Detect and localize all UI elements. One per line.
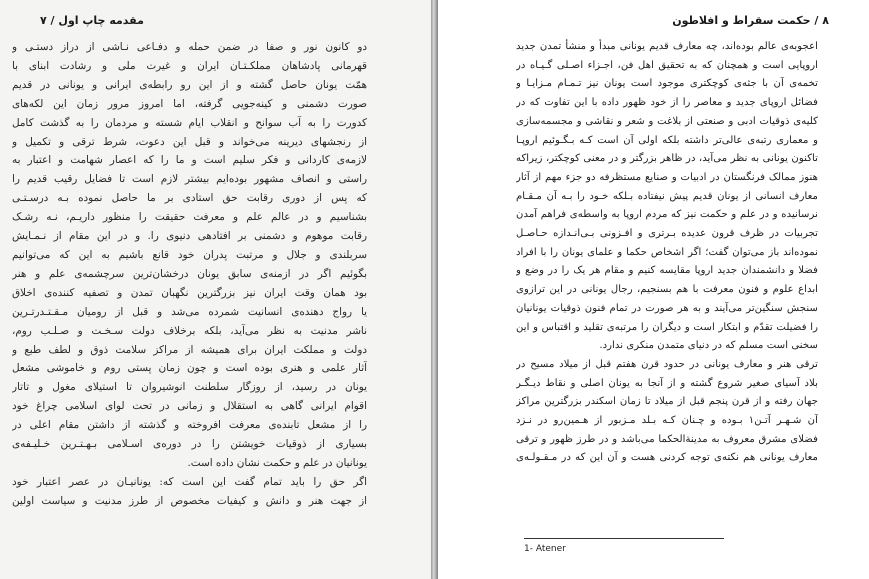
text-line: هنوز ممالک فرنگستان در ادبیات و صنایع مستظرفه دو جزء مهم از آثار — [516, 171, 818, 183]
footnote-divider — [524, 538, 724, 539]
text-line: بشناسیم و در عالم علم و معرفت حقیقت را منظور داریـم، نـه رشـک — [12, 211, 367, 224]
text-line: از جهت هنر و دانش و کیفیات مخصوص از طرز مدنیت و سیاست اولین — [12, 494, 367, 507]
page-header: ٨ / حکمت سقراط و افلاطون — [672, 14, 829, 27]
book-gutter — [431, 0, 438, 579]
text-line: کلیه‌ی ذوقیات ادبی و صنعتی از بلاغت و شعر و نقاشی و مجسمه‌سازی — [516, 115, 818, 127]
page-body-text — [12, 38, 367, 511]
text-line: معارف یونانی هم نکته‌ی توجه کردنی هست و آن این که در مـقـولـه‌ی — [516, 452, 818, 464]
text-line: یا رواج دهنده‌ی انسانیت شمرده می‌شد و قبل از رومیان مـقـتـدرتـرین — [12, 305, 367, 318]
text-line: فضائل اروپای جدید و معاصر را از خود ظهور داده با این تفاوت که در — [516, 97, 818, 109]
text-line: تخمه‌ی آن با جثه‌ی کوچکتری موجود است یونان نیز تـمـام مـزایـا و — [516, 78, 818, 90]
footnote: 1- Atener — [524, 544, 566, 554]
text-line: نرسانیده و در علم و حکمت نیز که مردم اروپا به واسطه‌ی فراهم آمدن — [516, 209, 818, 221]
text-line: فضلا و دانشمندان جدید اروپا مقایسه کنیم و مقام هر یک را در وضع و — [516, 265, 818, 277]
text-line: ترقی هنر و معارف یونانی در حدود قرن هفتم قبل از میلاد مسیح در — [516, 358, 818, 370]
text-line: ابداع علوم و فنون معرفت با هم بسنجیم، رجال یونانی در این ترازوی — [516, 284, 818, 296]
text-line: سخنی است مسلم که در دنیای متمدن منکری ندارد. — [599, 340, 818, 352]
text-line: آثار علمی و هنری بوده است و چون زمان پستی روم و خاموشی مشعل — [12, 362, 367, 375]
left-page — [0, 0, 431, 579]
text-line: اعجوبه‌ی عالم بوده‌اند، چه معارف قدیم یونانی مبدأ و منشأ تمدن جدید — [516, 41, 818, 52]
text-line: راستی و انصاف مشهور بوده‌ایم بیشتر لازم است تا فضایل رقیب قدیم را — [12, 173, 367, 186]
text-line: رقابت موهوم و دشمنی بر افتادهی دنیوی را. و در این مقام از نـمـایش — [12, 230, 367, 243]
text-line: اقوام ایرانی گاهی به استقلال و زمانی در تحت لوای اسلامی چراغ خود — [12, 400, 367, 413]
text-line: از رنجشهای دیرینه می‌خواند و قبل این دعوت، شرط ترقی و تکمیل و — [12, 135, 367, 148]
text-line: سربلندی و جلال و مرتبت پدران خود قانع باشیم به این که می‌توانیم — [12, 248, 367, 261]
text-line: را از مشعل تابنده‌ی معرفت افروخته و گذشته از داشتن مقام اعلی در — [12, 419, 367, 432]
text-line: معارف انسانی از یونان قدیم پیش نیفتاده بـلکه خـود را بـه آن مـقـام — [516, 190, 818, 202]
text-line: ناشر مدنیت به نظر می‌آید، بلکه برخلاف دولت سـخـت و صـلـب روم، — [12, 324, 367, 337]
text-line: جهان رفته و از قرن پنجم قبل از میلاد تا زمان اسکندر بزرگترین مراکز — [516, 396, 818, 408]
text-line: لازمه‌ی کاردانی و فکر سلیم است و ما را که اعصار شهامت و اعتبار به — [12, 154, 367, 167]
text-line: یونان در رسید، از روزگار سلطنت انوشیروان تا استیلای مغول و تاتار — [12, 381, 367, 394]
text-line: فضلای مشرق معروف به مدینةالحکما می‌باشد و در طرز ظهور و ترقی — [516, 433, 818, 445]
text-line: قهرمانی پادشاهان مملکـتـان ایران و غیرت ملی و رشادت ابنای با — [12, 59, 367, 72]
text-line: صورت دشمنی و کینه‌جویی گرفته، اما امروز مرور زمان این لکه‌های — [12, 97, 367, 110]
text-line: آن شـهـر آتـن١ بـوده و چـنان کـه بـلد مـزبور از هـمین‌رو در نـزد — [516, 415, 818, 427]
text-line: دو کانون نور و صفا در ضمن حمله و دفـاعی نـاشی از دراز دستـی و — [12, 41, 367, 53]
text-line: سنجش سنگین‌تر می‌آیند و به هر صورت در تمام فنون ذوقیات یونانیان — [516, 302, 818, 314]
text-line: که پس از دوری رقابت حق استادی بر ما حاصل نموده بـه درسـتـی — [12, 192, 367, 205]
text-line: دولت و مملکت ایران برای همیشه از مراکز سلامت ذوق و لطف طبع و — [12, 343, 367, 356]
page-header: مقدمه چاپ اول / ٧ — [40, 14, 144, 27]
text-line: تاکنون یونانی به نظر می‌آید، در ظاهر بزرگتر و در معنی کوچکتر، زیراکه — [516, 153, 818, 165]
text-line: بلاد آسیای صغیر شروع گشته و از آنجا به یونان اصلی و نقاط دیـگـر — [516, 377, 818, 389]
text-line: بسیاری از ذوقیات خویشتن را در دوره‌ی اسـلامی بـهـتـرین خـلیـفه‌ی — [12, 438, 367, 451]
page-body-text — [516, 38, 818, 468]
text-line: همّت یونان حاصل گشته و از این رو رابطه‌ی ایرانی و یونانی در قدیم — [12, 78, 367, 91]
text-line: بگوئیم اگر در ازمنه‌ی سابق یونان درخشان‌ترین سرچشمه‌ی علم و هنر — [12, 267, 367, 280]
text-line: بود همان وقت ایران نیز بزرگترین نگهبان تمدن و تصفیه کننده‌ی اخلاق — [12, 286, 367, 299]
text-line: را فضیلت تقدّم و ابتکار است و دیگران را مرتبه‌ی تقلید و اقتباس و این — [516, 321, 818, 333]
text-line: اروپایی است و همچنان که به تحقیق اهل فن، اجـزاء اصـلی گـیـاه در — [516, 59, 818, 71]
text-line: نموده‌اند باز می‌توان گفت؛ اگر اشخاص حکما و علمای یونان را با افراد — [516, 246, 818, 258]
text-line: اگر حق را باید تمام گفت این است که: یونانیـان در عصر اعتبار خود — [12, 475, 367, 488]
text-line: کدورت را به آب سوانح و انقلاب ایام شسته و مردمان را به گذشت کامل — [12, 116, 367, 129]
text-line: و معماری رتبه‌ی عالی‌تر داشته بلکه اولی آن است کـه بـگـوئیم اروپـا — [516, 134, 818, 146]
right-page — [438, 0, 869, 579]
text-line: یونانیان در علم و حکمت نشان داده است. — [187, 456, 367, 469]
text-line: تجربیات در ظرف قرون عدیده بـرتری و افـزونی بـی‌انـدازه حـاصـل — [516, 228, 818, 240]
